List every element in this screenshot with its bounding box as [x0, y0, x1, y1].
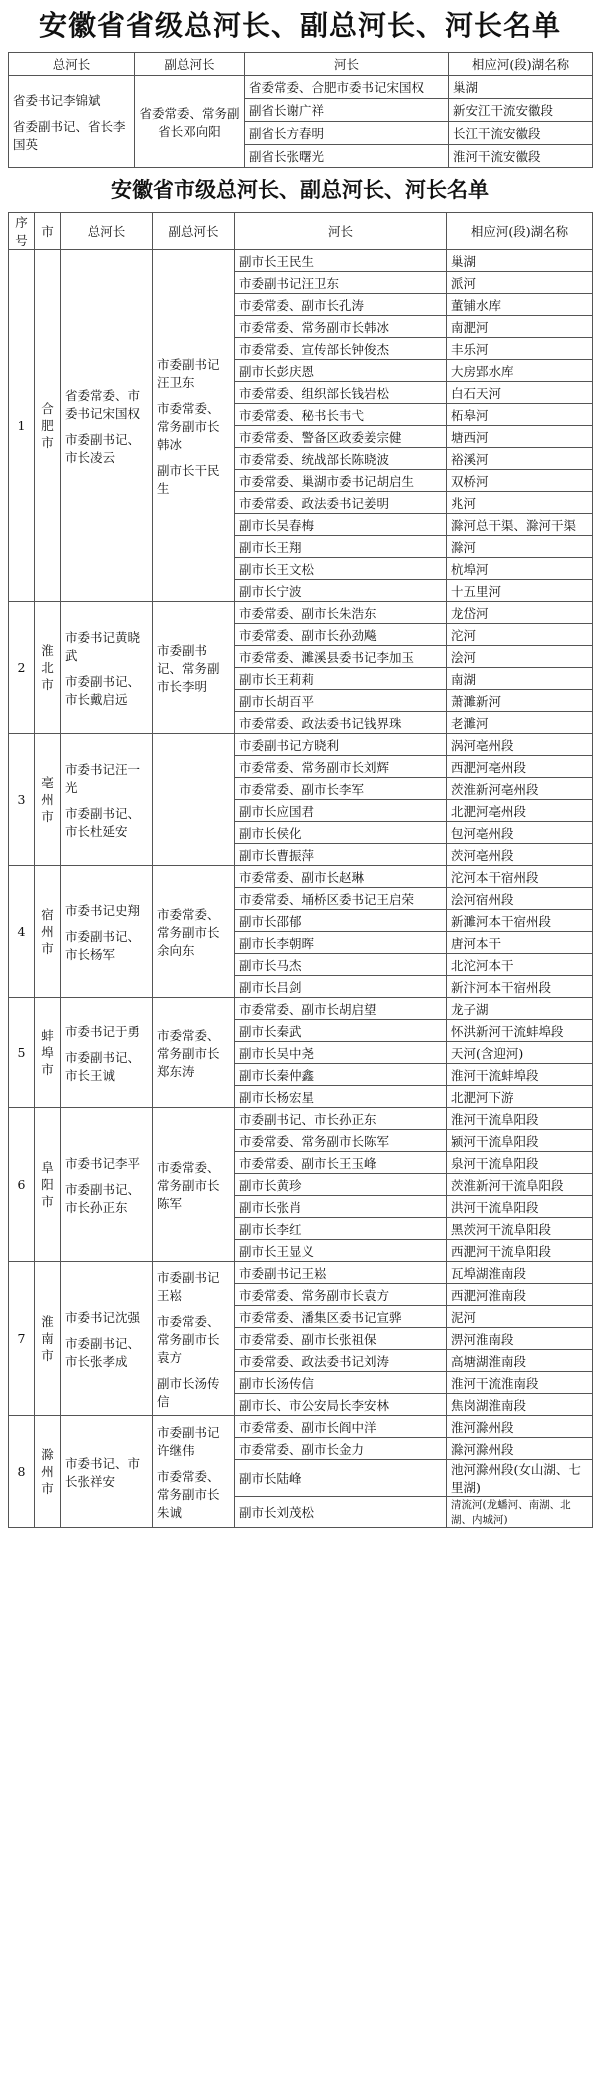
chief-name: 市委书记汪一光	[65, 761, 141, 795]
chief-cell	[61, 250, 153, 602]
deputy-cell	[153, 602, 235, 734]
deputy-cell	[153, 1108, 235, 1262]
river-cell: 淮河干流蚌埠段	[447, 1064, 593, 1086]
chief-name: 市委书记黄晓武	[65, 629, 141, 663]
city-name: 蚌埠市	[41, 1028, 54, 1077]
leader-cell: 市委常委、副市长赵琳	[235, 866, 447, 888]
river-cell: 双桥河	[447, 470, 593, 492]
river-cell: 池河滁州段(女山湖、七里湖)	[447, 1460, 593, 1497]
leader-cell: 副市长刘茂松	[235, 1497, 447, 1528]
river-cell: 萧濉新河	[447, 690, 593, 712]
leader-cell: 市委副书记方晓利	[235, 734, 447, 756]
chief-cell	[61, 1262, 153, 1416]
leader-cell: 副市长王民生	[235, 250, 447, 272]
header-chief: 总河长	[9, 53, 135, 76]
leader-cell: 副省长张曙光	[245, 145, 449, 168]
river-cell: 瓦埠湖淮南段	[447, 1262, 593, 1284]
table-row	[9, 76, 593, 99]
leader-cell: 市委常委、潘集区委书记宣骅	[235, 1306, 447, 1328]
leader-cell: 市委常委、组织部长钱岩松	[235, 382, 447, 404]
river-cell: 颍河干流阜阳段	[447, 1130, 593, 1152]
leader-cell: 副市长王显义	[235, 1240, 447, 1262]
leader-cell: 副省长方春明	[245, 122, 449, 145]
leader-cell: 副市长陆峰	[235, 1460, 447, 1497]
table-row	[9, 1108, 593, 1130]
river-cell: 柘皋河	[447, 404, 593, 426]
leader-cell: 市委常委、宣传部长钟俊杰	[235, 338, 447, 360]
chief-name: 市委副书记、市长杨军	[65, 928, 141, 962]
leader-cell: 副市长、市公安局长李安林	[235, 1394, 447, 1416]
leader-cell: 副市长侯化	[235, 822, 447, 844]
header-deputy: 副总河长	[153, 213, 235, 250]
leader-cell: 副市长邵郁	[235, 910, 447, 932]
city-name-cell	[35, 1416, 61, 1528]
leader-cell: 副市长王翔	[235, 536, 447, 558]
leader-cell: 市委常委、埇桥区委书记王启荣	[235, 888, 447, 910]
leader-cell: 副市长杨宏星	[235, 1086, 447, 1108]
leader-cell: 市委常委、常务副市长韩冰	[235, 316, 447, 338]
chief-name: 市委副书记、市长凌云	[65, 431, 141, 465]
river-cell: 大房郢水库	[447, 360, 593, 382]
row-number-cell: 5	[9, 998, 35, 1108]
city-name: 淮北市	[41, 643, 54, 692]
river-cell: 南湖	[447, 668, 593, 690]
city-name-cell	[35, 866, 61, 998]
city-name: 阜阳市	[41, 1160, 54, 1209]
row-number-cell: 3	[9, 734, 35, 866]
river-cell: 淮河滁州段	[447, 1416, 593, 1438]
river-cell: 浍河宿州段	[447, 888, 593, 910]
river-cell: 北沱河本干	[447, 954, 593, 976]
leader-cell: 副市长秦武	[235, 1020, 447, 1042]
river-cell: 茨河亳州段	[447, 844, 593, 866]
leader-cell: 副市长吴中尧	[235, 1042, 447, 1064]
city-title: 安徽省市级总河长、副总河长、河长名单	[111, 177, 489, 202]
chief-name: 市委副书记、市长孙正东	[65, 1181, 141, 1215]
row-number-cell: 4	[9, 866, 35, 998]
river-cell: 涡河亳州段	[447, 734, 593, 756]
city-name: 滁州市	[41, 1447, 54, 1496]
header-deputy: 副总河长	[135, 53, 245, 76]
deputy-cell	[153, 250, 235, 602]
river-cell: 巢湖	[447, 250, 593, 272]
chief-cell	[61, 998, 153, 1108]
leader-cell: 副市长秦仲鑫	[235, 1064, 447, 1086]
river-cell: 天河(含迎河)	[447, 1042, 593, 1064]
chief-name: 市委副书记、市长杜延安	[65, 805, 141, 839]
river-cell: 兆河	[447, 492, 593, 514]
deputy-cell	[153, 734, 235, 866]
river-cell: 西淝河亳州段	[447, 756, 593, 778]
leader-cell: 市委常委、副市长金力	[235, 1438, 447, 1460]
leader-cell: 副市长张肖	[235, 1196, 447, 1218]
river-cell: 泥河	[447, 1306, 593, 1328]
deputy-cell	[153, 866, 235, 998]
provincial-title: 安徽省省级总河长、副总河长、河长名单	[38, 9, 561, 42]
river-cell: 龙子湖	[447, 998, 593, 1020]
river-cell: 丰乐河	[447, 338, 593, 360]
leader-cell: 副市长胡百平	[235, 690, 447, 712]
city-table-body	[9, 250, 593, 1528]
river-cell: 长江干流安徽段	[449, 122, 593, 145]
leader-cell: 副省长谢广祥	[245, 99, 449, 122]
leader-cell: 副市长李朝晖	[235, 932, 447, 954]
city-name-cell	[35, 602, 61, 734]
river-cell: 白石天河	[447, 382, 593, 404]
city-header-row	[9, 213, 593, 250]
river-cell: 新濉河本干宿州段	[447, 910, 593, 932]
header-leader: 河长	[245, 53, 449, 76]
river-cell: 焦岗湖淮南段	[447, 1394, 593, 1416]
chief-name: 市委书记史翔	[65, 902, 141, 918]
river-cell: 滁河滁州段	[447, 1438, 593, 1460]
chief-name: 市委书记李平	[65, 1155, 141, 1171]
river-cell: 董铺水库	[447, 294, 593, 316]
chief-cell	[61, 866, 153, 998]
river-cell: 老濉河	[447, 712, 593, 734]
leader-cell: 副市长王莉莉	[235, 668, 447, 690]
river-cell: 塘西河	[447, 426, 593, 448]
city-name-cell	[35, 250, 61, 602]
leader-cell: 副市长吕剑	[235, 976, 447, 998]
river-cell: 黑茨河干流阜阳段	[447, 1218, 593, 1240]
city-name: 宿州市	[41, 907, 54, 956]
leader-cell: 市委常委、政法委书记姜明	[235, 492, 447, 514]
deputy-cell	[153, 998, 235, 1108]
city-name: 亳州市	[41, 775, 54, 824]
row-number-cell: 7	[9, 1262, 35, 1416]
header-river: 相应河(段)湖名称	[447, 213, 593, 250]
leader-cell: 市委常委、常务副市长陈军	[235, 1130, 447, 1152]
leader-cell: 市委常委、统战部长陈晓波	[235, 448, 447, 470]
table-row	[9, 602, 593, 624]
leader-cell: 副市长黄珍	[235, 1174, 447, 1196]
table-row	[9, 250, 593, 272]
leader-cell: 市委副书记汪卫东	[235, 272, 447, 294]
header-leader: 河长	[235, 213, 447, 250]
leader-cell: 市委常委、副市长王玉峰	[235, 1152, 447, 1174]
river-cell: 巢湖	[449, 76, 593, 99]
deputy-name: 市委常委、常务副市长袁方	[157, 1313, 220, 1365]
deputy-name: 副市长汤传信	[157, 1375, 220, 1409]
city-name-cell	[35, 734, 61, 866]
river-cell: 西淝河淮南段	[447, 1284, 593, 1306]
deputy-name: 市委副书记许继伟	[157, 1424, 220, 1458]
river-cell: 沱河	[447, 624, 593, 646]
provincial-header-row	[9, 53, 593, 76]
river-cell: 高塘湖淮南段	[447, 1350, 593, 1372]
deputy-name: 市委常委、常务副市长韩冰	[157, 400, 220, 452]
river-cell: 洪河干流阜阳段	[447, 1196, 593, 1218]
leader-cell: 市委常委、副市长阎中洋	[235, 1416, 447, 1438]
river-cell: 滁河	[447, 536, 593, 558]
leader-cell: 市委常委、副市长张祖保	[235, 1328, 447, 1350]
provincial-table	[8, 52, 593, 168]
deputy-name: 市委常委、常务副市长余向东	[157, 906, 220, 958]
river-cell: 南淝河	[447, 316, 593, 338]
river-cell: 十五里河	[447, 580, 593, 602]
table-row	[9, 998, 593, 1020]
deputy-name: 市委常委、常务副市长朱诚	[157, 1468, 220, 1520]
leader-cell: 市委常委、常务副市长刘辉	[235, 756, 447, 778]
row-number-cell: 6	[9, 1108, 35, 1262]
chief-name: 市委副书记、市长王诚	[65, 1049, 141, 1083]
river-cell: 淮河干流阜阳段	[447, 1108, 593, 1130]
river-cell: 淠河淮南段	[447, 1328, 593, 1350]
leader-cell: 副市长吴春梅	[235, 514, 447, 536]
leader-cell: 市委常委、副市长胡启望	[235, 998, 447, 1020]
deputy-name: 副市长干民生	[157, 462, 220, 496]
leader-cell: 副市长曹振萍	[235, 844, 447, 866]
river-cell: 新汴河本干宿州段	[447, 976, 593, 998]
leader-cell: 市委常委、副市长孔涛	[235, 294, 447, 316]
leader-cell: 市委常委、秘书长韦弋	[235, 404, 447, 426]
river-cell: 北淝河亳州段	[447, 800, 593, 822]
river-cell: 龙岱河	[447, 602, 593, 624]
river-cell: 北淝河下游	[447, 1086, 593, 1108]
deputy-cell	[153, 1416, 235, 1528]
river-cell: 泉河干流阜阳段	[447, 1152, 593, 1174]
leader-cell: 副市长应国君	[235, 800, 447, 822]
deputy-name: 市委常委、常务副市长陈军	[157, 1159, 220, 1211]
table-row	[9, 1416, 593, 1438]
chief-name: 省委常委、市委书记宋国权	[65, 387, 141, 421]
header-chief: 总河长	[61, 213, 153, 250]
chief-name: 市委副书记、市长戴启远	[65, 673, 141, 707]
city-table	[8, 212, 593, 1528]
leader-cell: 市委常委、副市长孙劲飚	[235, 624, 447, 646]
river-cell: 沱河本干宿州段	[447, 866, 593, 888]
leader-cell: 副市长宁波	[235, 580, 447, 602]
river-cell: 派河	[447, 272, 593, 294]
river-cell: 裕溪河	[447, 448, 593, 470]
chief-cell	[61, 1416, 153, 1528]
chief-cell	[61, 602, 153, 734]
chief-cell	[61, 1108, 153, 1262]
chief-name: 省委书记李锦斌	[13, 92, 101, 108]
leader-cell: 副市长王文松	[235, 558, 447, 580]
deputy-cell	[153, 1262, 235, 1416]
city-name-cell	[35, 1108, 61, 1262]
deputy-name: 市委副书记王崧	[157, 1269, 220, 1303]
river-cell: 淮河干流安徽段	[449, 145, 593, 168]
city-name-cell	[35, 1262, 61, 1416]
leader-cell: 市委副书记、市长孙正东	[235, 1108, 447, 1130]
leader-cell: 市委副书记王崧	[235, 1262, 447, 1284]
chief-name: 省委副书记、省长李国英	[13, 118, 126, 152]
chief-name: 市委书记于勇	[65, 1023, 141, 1039]
row-number-cell: 1	[9, 250, 35, 602]
table-row	[9, 866, 593, 888]
river-cell: 包河亳州段	[447, 822, 593, 844]
leader-cell: 市委常委、濉溪县委书记李加玉	[235, 646, 447, 668]
city-name: 合肥市	[41, 401, 54, 450]
leader-cell: 市委常委、常务副市长袁方	[235, 1284, 447, 1306]
table-row	[9, 734, 593, 756]
leader-cell: 市委常委、政法委书记刘涛	[235, 1350, 447, 1372]
leader-cell: 副市长李红	[235, 1218, 447, 1240]
leader-cell: 副市长马杰	[235, 954, 447, 976]
river-cell: 西淝河干流阜阳段	[447, 1240, 593, 1262]
river-cell: 茨淮新河干流阜阳段	[447, 1174, 593, 1196]
leader-cell: 省委常委、合肥市委书记宋国权	[245, 76, 449, 99]
leader-cell: 市委常委、副市长朱浩东	[235, 602, 447, 624]
leader-cell: 市委常委、政法委书记钱界珠	[235, 712, 447, 734]
deputy-name: 市委副书记、常务副市长李明	[157, 642, 220, 694]
leader-cell: 副市长汤传信	[235, 1372, 447, 1394]
header-no: 序号	[9, 213, 35, 250]
leader-cell: 市委常委、巢湖市委书记胡启生	[235, 470, 447, 492]
river-cell: 浍河	[447, 646, 593, 668]
river-cell: 滁河总干渠、滁河干渠	[447, 514, 593, 536]
row-number-cell: 2	[9, 602, 35, 734]
chief-name: 市委书记、市长张祥安	[65, 1455, 141, 1489]
chief-cell	[61, 734, 153, 866]
header-city: 市	[35, 213, 61, 250]
river-cell: 茨淮新河亳州段	[447, 778, 593, 800]
river-cell: 杭埠河	[447, 558, 593, 580]
provincial-deputy-cell: 省委常委、常务副省长邓向阳	[135, 76, 245, 168]
provincial-chief-cell	[9, 76, 135, 168]
row-number-cell: 8	[9, 1416, 35, 1528]
chief-name: 市委书记沈强	[65, 1309, 141, 1325]
river-cell: 新安江干流安徽段	[449, 99, 593, 122]
river-cell: 怀洪新河干流蚌埠段	[447, 1020, 593, 1042]
deputy-name: 市委副书记汪卫东	[157, 356, 220, 390]
city-name: 淮南市	[41, 1314, 54, 1363]
deputy-name: 市委常委、常务副市长郑东涛	[157, 1027, 220, 1079]
city-name-cell	[35, 998, 61, 1108]
river-cell: 唐河本干	[447, 932, 593, 954]
river-cell: 清流河(龙蟠河、南湖、北湖、内城河)	[447, 1497, 593, 1528]
table-row	[9, 1262, 593, 1284]
river-cell: 淮河干流淮南段	[447, 1372, 593, 1394]
leader-cell: 市委常委、副市长李军	[235, 778, 447, 800]
leader-cell: 副市长彭庆恩	[235, 360, 447, 382]
chief-name: 市委副书记、市长张孝成	[65, 1335, 141, 1369]
leader-cell: 市委常委、警备区政委姜宗健	[235, 426, 447, 448]
header-river: 相应河(段)湖名称	[449, 53, 593, 76]
